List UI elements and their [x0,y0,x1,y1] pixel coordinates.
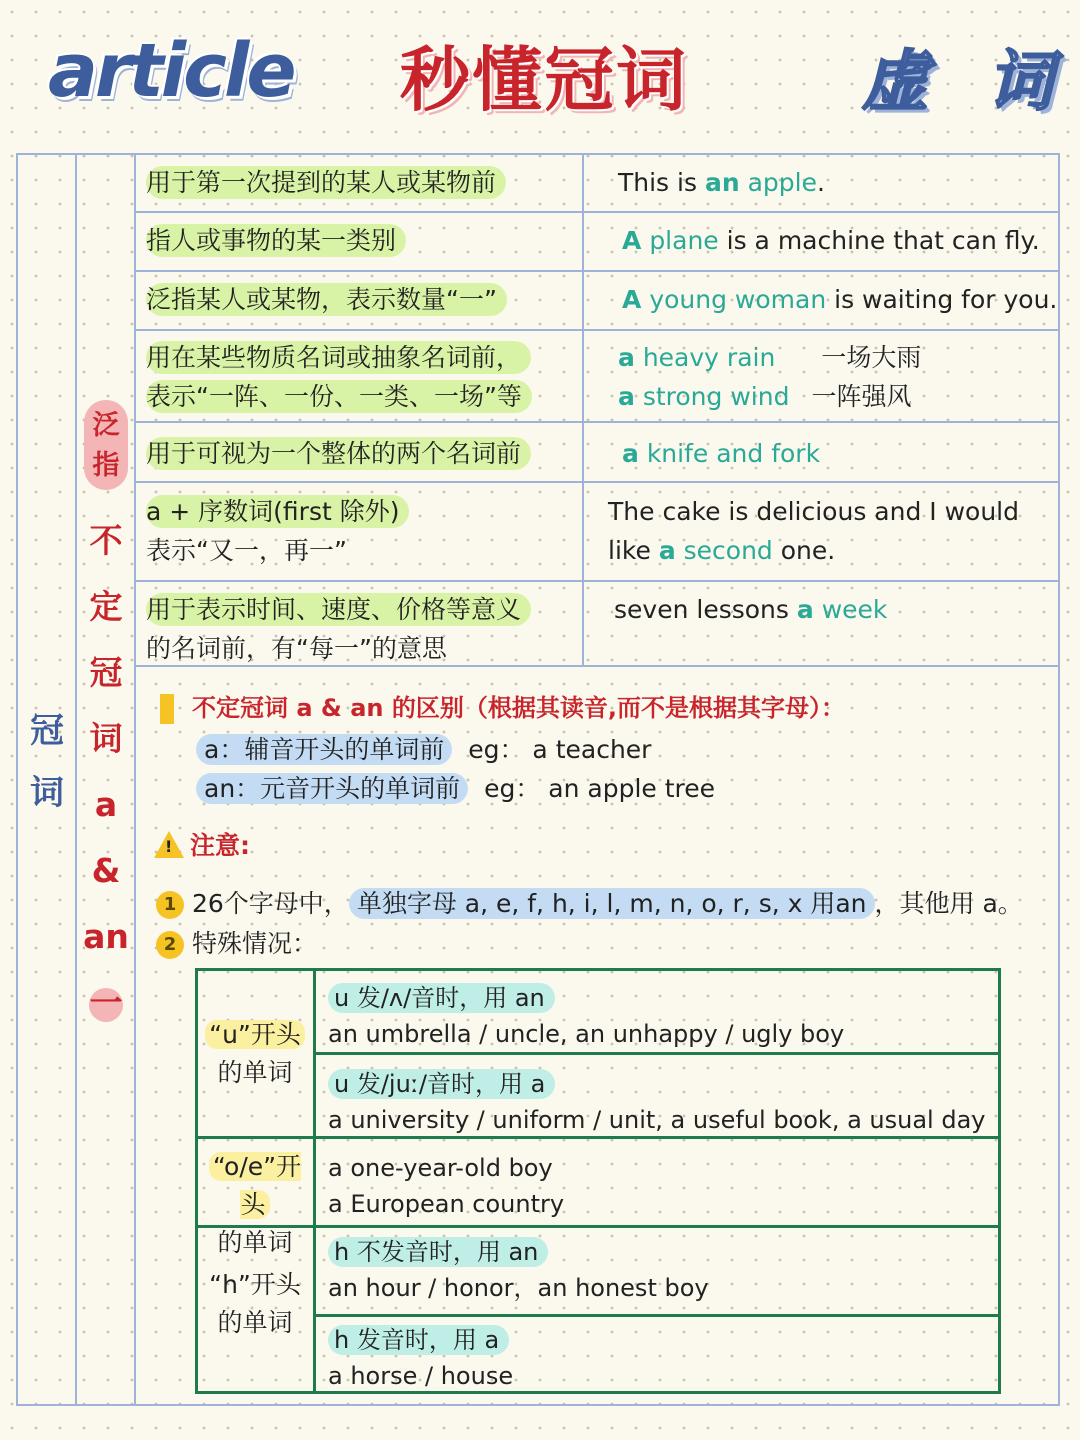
oe-examples: a one-year-old boy a European country [328,1154,565,1218]
h-words-label: “h”开头 的单词 [209,1270,301,1337]
example-row-3: A young woman is waiting for you. [622,285,1058,314]
notice-item-1: 1 26个字母中， 单独字母 a, e, f, h, i, l, m, n, o, r, s, x 用an ，其他用 a。 [156,884,1023,920]
frame-line [582,153,584,665]
frame-line [16,153,1060,155]
usage-row-7: 用于表示时间、速度、价格等意义 的名词前，有“每一”的意思 [146,590,531,668]
distinction-an: an：元音开头的单词前 eg： an apple tree [196,769,715,805]
page-title: 秒懂冠词 [400,39,688,121]
frame-line [1058,153,1060,1405]
general-reference-pill: 泛 指 [84,400,128,490]
row-divider [134,580,1060,582]
header-left-title: article [48,28,294,114]
warning-icon: ! [154,831,184,858]
example-row-1: This is an apple. [618,168,825,197]
example-row-6: The cake is delicious and I would like a second one. [608,497,1019,565]
marker-bar [160,694,174,724]
usage-row-4: 用在某些物质名词或抽象名词前， 表示“一阵、一份、一类、一场”等 [146,338,532,416]
frame-line [16,153,18,1405]
example-row-2: A plane is a machine that can fly. [622,226,1040,255]
example-row-7: seven lessons a week [614,595,888,624]
table-line [313,968,316,1394]
u-sound-a: u 发/juː/音时，用 a a university / uniform / unit, a useful book, a usual day [328,1070,986,1134]
oe-words-label: “o/e”开头 的单词 [198,1148,312,1262]
distinction-a: a：辅音开头的单词前 eg： a teacher [196,730,651,766]
distinction-title: 不定冠词 a & an 的区别（根据其读音,而不是根据其字母）： [160,688,845,724]
table-line [313,1052,1001,1055]
usage-row-1: 用于第一次提到的某人或某物前 [146,163,506,202]
row-divider [134,329,1060,331]
frame-line [134,153,136,1405]
h-sounded-a: h 发音时，用 a a horse / house [328,1326,514,1390]
example-row-5: a knife and fork [622,439,821,468]
h-silent-an: h 不发音时，用 an an hour / honor，an honest boy [328,1238,709,1302]
example-row-4: a heavy rain 一场大雨 a strong wind 一阵强风 [618,343,922,411]
table-line [313,1314,1001,1317]
category-label: 冠 词 [30,711,64,813]
row-divider [134,211,1060,213]
frame-line [16,1404,1060,1406]
frame-line [75,153,77,1405]
row-divider [134,270,1060,272]
u-words-label: “u”开头 的单词 [198,1016,312,1092]
notice-item-2: 2 特殊情况： [156,924,317,960]
u-sound-an: u 发/ʌ/音时，用 an an umbrella / uncle, an unhappy / ugly boy [328,984,845,1048]
table-line [195,1225,1001,1228]
row-divider [134,421,1060,423]
usage-row-3: 泛指某人或某物，表示数量“一” [146,280,507,319]
notice-title: ! 注意: [154,826,250,862]
indefinite-article-vertical-label: 不 定 冠 词 a & an 一 [83,521,129,1022]
usage-row-5: 用于可视为一个整体的两个名词前 [146,434,531,473]
usage-row-6: a + 序数词(first 除外) 表示“又一，再一” [146,492,409,570]
header-right-title: 虚 词 [862,43,1071,120]
usage-row-2: 指人或事物的某一类别 [146,221,406,260]
row-divider [134,481,1060,483]
